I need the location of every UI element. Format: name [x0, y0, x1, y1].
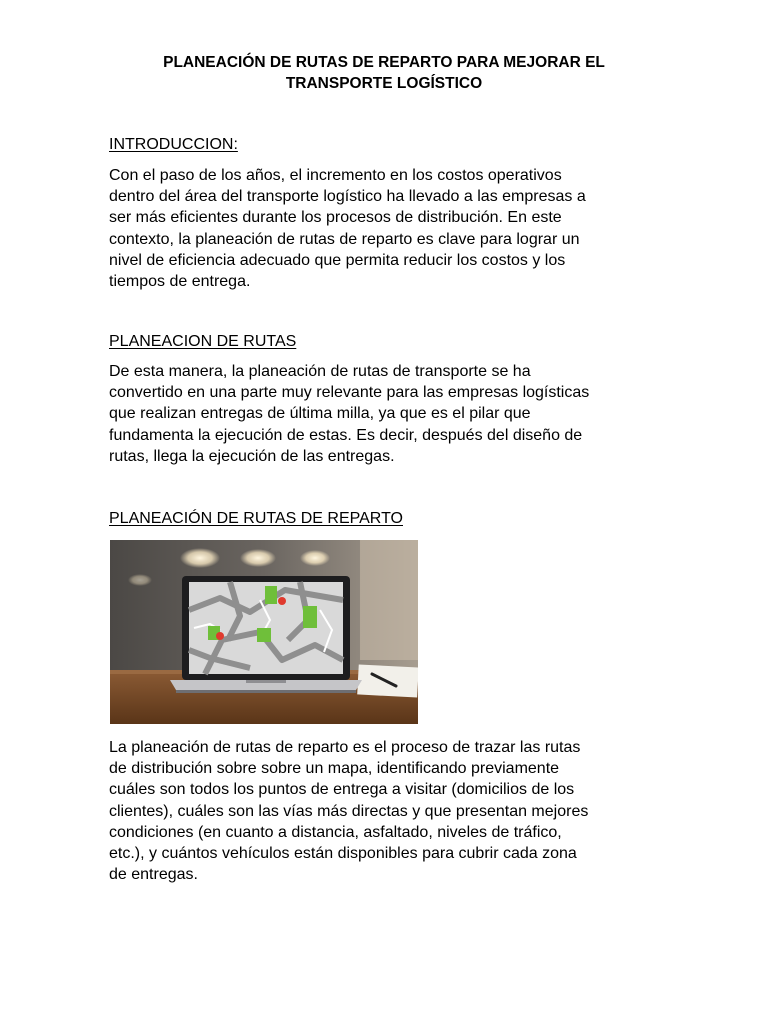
paragraph-line: ser más eficientes durante los procesos de distribución. En este	[109, 209, 562, 227]
document-title	[100, 52, 668, 94]
laptop-map-illustration	[110, 540, 418, 724]
paragraph-line: dentro del área del transporte logístico ha llevado a las empresas a	[109, 188, 586, 206]
paragraph-line: etc.), y cuántos vehículos están disponibles para cubrir cada zona	[109, 845, 577, 863]
paragraph-line: condiciones (en cuanto a distancia, asfaltado, niveles de tráfico,	[109, 823, 562, 841]
section-heading-introduccion: INTRODUCCION:	[109, 136, 238, 153]
laptop-map-photo	[110, 540, 418, 724]
paragraph-line: que realizan entregas de última milla, ya que es el pilar que	[109, 405, 531, 423]
paragraph-line: clientes), cuáles son las vías más directas y que presentan mejores	[109, 802, 589, 820]
paragraph-line: contexto, la planeación de rutas de reparto es clave para lograr un	[109, 230, 580, 248]
title-line: PLANEACIÓN DE RUTAS DE REPARTO PARA MEJORAR EL	[163, 54, 605, 71]
paragraph-line: convertido en una parte muy relevante para las empresas logísticas	[109, 384, 590, 402]
paragraph-line: La planeación de rutas de reparto es el proceso de trazar las rutas	[109, 739, 581, 756]
paragraph-line: De esta manera, la planeación de rutas de transporte se ha	[109, 363, 531, 380]
paragraph-line: cuáles son todos los puntos de entrega a visitar (domicilios de los	[109, 781, 575, 799]
section-paragraph-planeacion-rutas	[109, 361, 669, 467]
section-heading-planeacion-rutas-reparto: PLANEACIÓN DE RUTAS DE REPARTO	[109, 510, 403, 527]
paragraph-line: fundamenta la ejecución de estas. Es decir, después del diseño de	[109, 426, 583, 444]
paragraph-line: nivel de eficiencia adecuado que permita reducir los costos y los	[109, 251, 566, 269]
paragraph-line: rutas, llega la ejecución de las entregas.	[109, 447, 395, 465]
section-heading-planeacion-rutas: PLANEACION DE RUTAS	[109, 333, 297, 350]
title-line: TRANSPORTE LOGÍSTICO	[285, 75, 483, 92]
paragraph-line: de entregas.	[109, 866, 198, 884]
section-paragraph-introduccion	[109, 165, 669, 292]
paragraph-line: Con el paso de los años, el incremento en los costos operativos	[109, 167, 562, 184]
paragraph-line: tiempos de entrega.	[109, 273, 251, 291]
paragraph-line: de distribución sobre sobre un mapa, identificando previamente	[109, 760, 560, 778]
section-paragraph-planeacion-rutas-reparto	[109, 737, 669, 885]
